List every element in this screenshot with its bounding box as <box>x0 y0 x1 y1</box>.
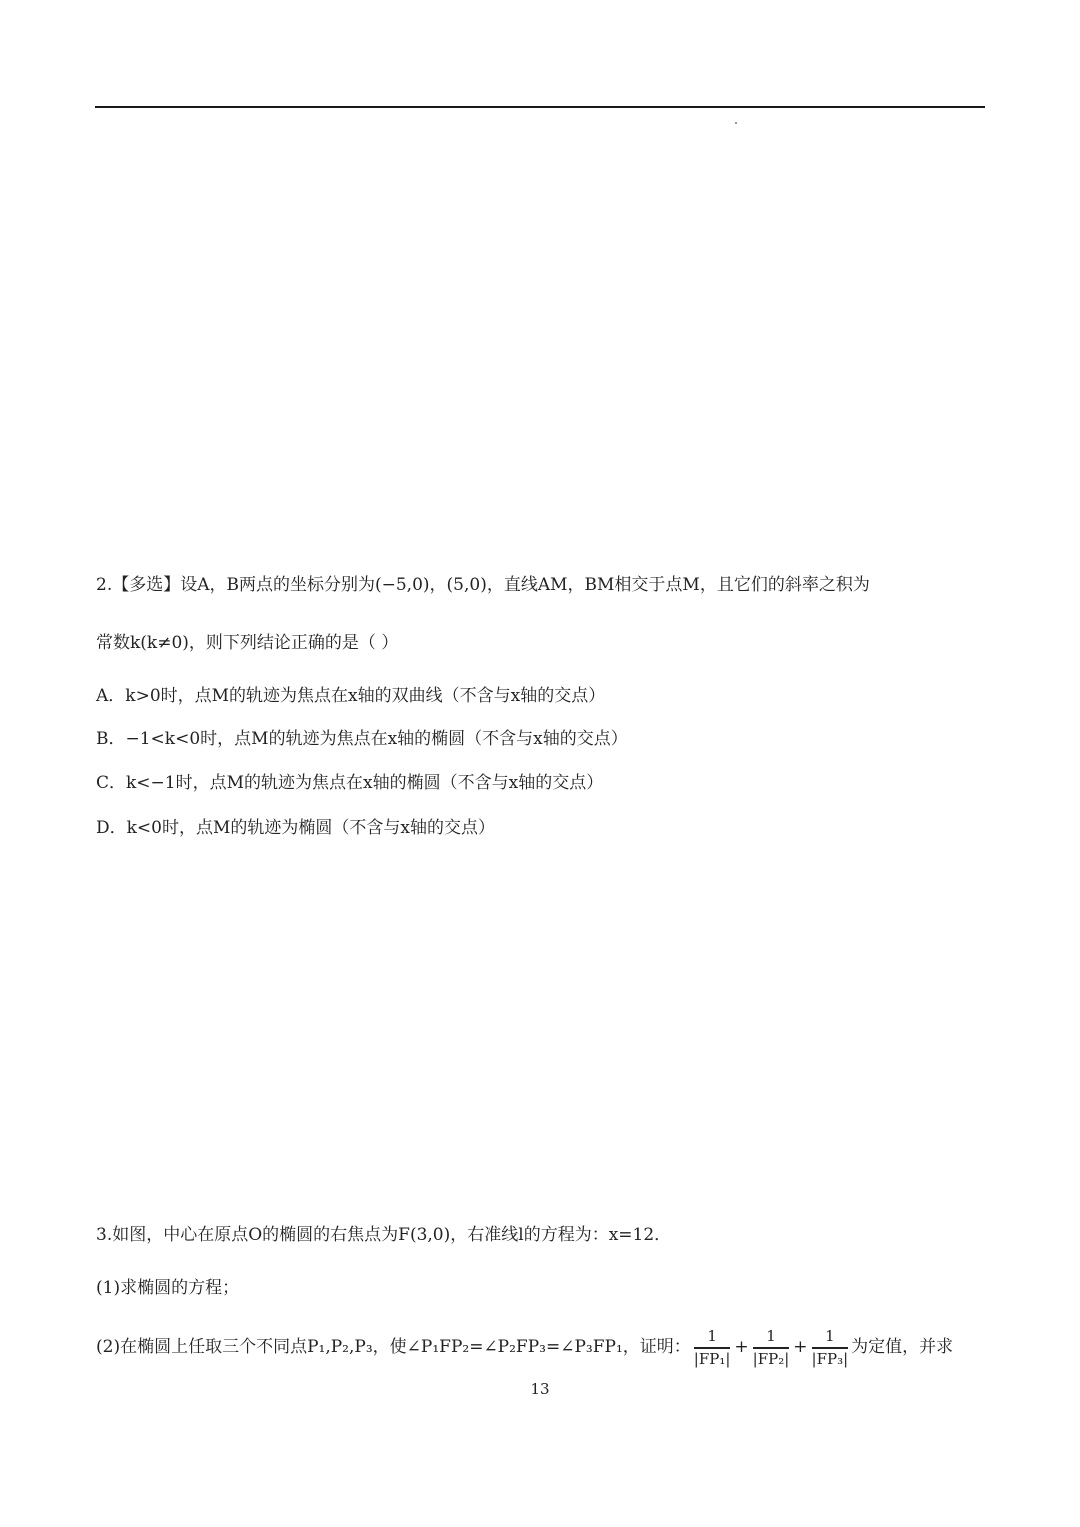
q3-part2 <box>96 1329 953 1367</box>
fraction-2-denominator: |FP₂| <box>752 1349 790 1368</box>
fraction-1-numerator: 1 <box>707 1327 717 1345</box>
q2-stem-line2: 常数k(k≠0)，则下列结论正确的是（ ） <box>96 633 399 653</box>
q3-part2-suffix: 为定值，并求 <box>851 1337 954 1358</box>
fraction-2 <box>753 1329 790 1367</box>
q3-part2-prefix: (2)在椭圆上任取三个不同点P₁,P₂,P₃，使∠P₁FP₂=∠P₂FP₃=∠P₃FP₁，证明： <box>96 1337 691 1358</box>
q2-option-d: D．k<0时，点M的轨迹为椭圆（不含与x轴的交点） <box>96 818 495 838</box>
q2-option-c: C．k<−1时，点M的轨迹为焦点在x轴的椭圆（不含与x轴的交点） <box>96 773 604 793</box>
fraction-2-numerator: 1 <box>766 1327 776 1345</box>
fraction-1 <box>694 1329 731 1367</box>
plus-sign-1: + <box>734 1337 749 1358</box>
speck <box>735 122 737 124</box>
page-number: 13 <box>530 1380 550 1398</box>
header-rule <box>95 106 985 108</box>
q3-part1: (1)求椭圆的方程； <box>96 1278 240 1298</box>
plus-sign-2: + <box>793 1337 808 1358</box>
fraction-1-denominator: |FP₁| <box>693 1349 731 1368</box>
q3-stem: 3.如图，中心在原点O的椭圆的右焦点为F(3,0)，右准线l的方程为：x=12． <box>96 1225 672 1245</box>
q2-option-a: A．k>0时，点M的轨迹为焦点在x轴的双曲线（不含与x轴的交点） <box>96 686 606 706</box>
fraction-3-denominator: |FP₃| <box>811 1349 849 1368</box>
fraction-3-numerator: 1 <box>825 1327 835 1345</box>
fraction-3 <box>812 1329 849 1367</box>
q2-stem-line1: 2.【多选】设A，B两点的坐标分别为(−5,0)，(5,0)，直线AM，BM相交于点M，且它们的斜率之积为 <box>96 575 870 595</box>
q2-option-b: B．−1<k<0时，点M的轨迹为焦点在x轴的椭圆（不含与x轴的交点） <box>96 729 628 749</box>
